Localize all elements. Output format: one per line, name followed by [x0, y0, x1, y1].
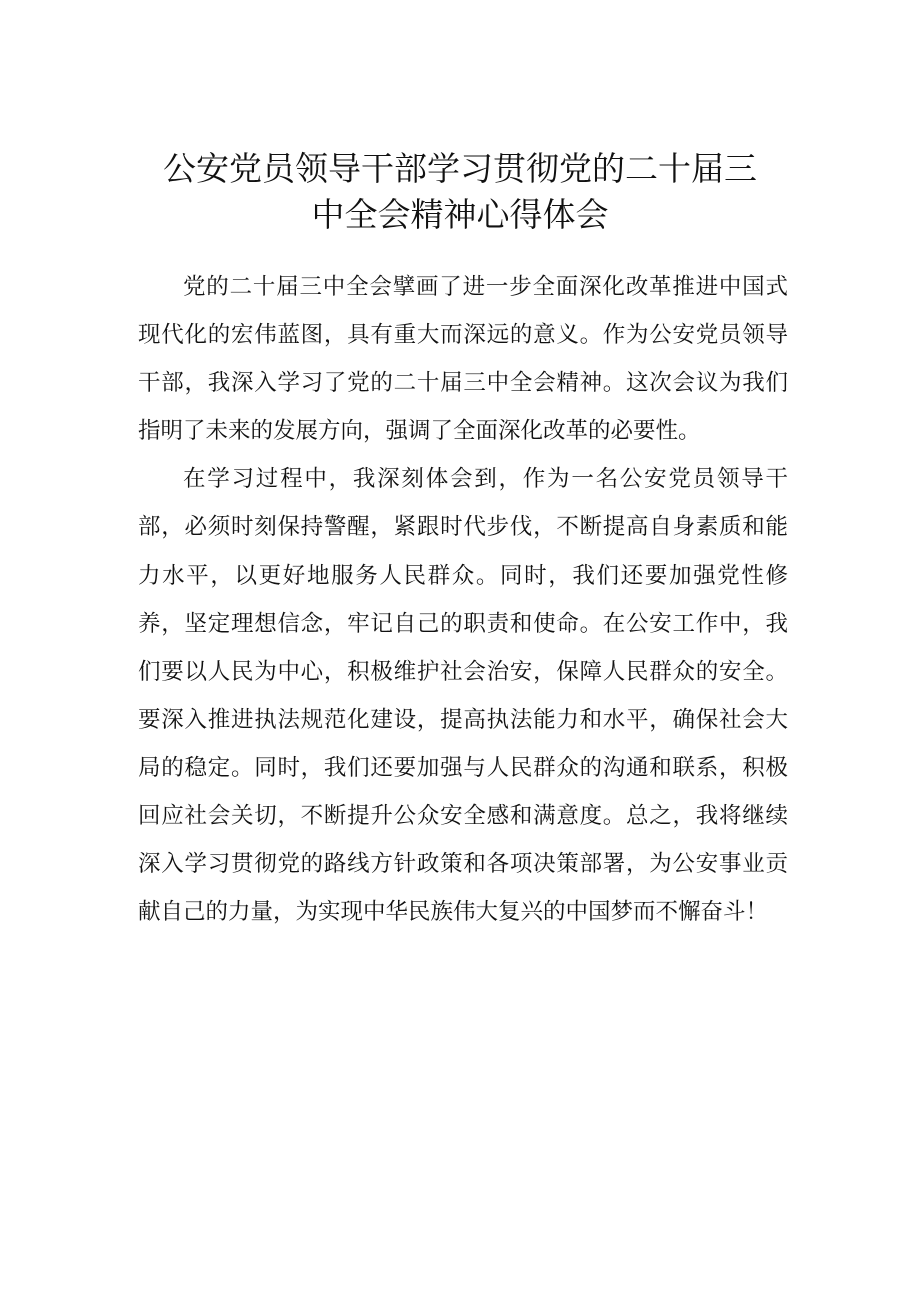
title-line-1: 公安党员领导干部学习贯彻党的二十届三 — [163, 149, 757, 188]
paragraph-1: 党的二十届三中全会擘画了进一步全面深化改革推进中国式现代化的宏伟蓝图，具有重大而深远的意义。作为公安党员领导干部，我深入学习了党的二十届三中全会精神。这次会议为我们指明了未来的发展方向，强调了全面深化改革的必要性。 — [138, 274, 788, 445]
document-title — [0, 146, 920, 238]
document-body — [138, 263, 788, 936]
paragraph-2: 在学习过程中，我深刻体会到，作为一名公安党员领导干部，必须时刻保持警醒，紧跟时代步伐，不断提高自身素质和能力水平，以更好地服务人民群众。同时，我们还要加强党性修养，坚定理想信念，牢记自己的职责和使命。在公安工作中，我们要以人民为中心，积极维护社会治安，保障人民群众的安全。要深入推进执法规范化建设，提高执法能力和水平，确保社会大局的稳定。同时，我们还要加强与人民群众的沟通和联系，积极回应社会关切，不断提升公众安全感和满意度。总之，我将继续深入学习贯彻党的路线方针政策和各项决策部署，为公安事业贡献自己的力量，为实现中华民族伟大复兴的中国梦而不懈奋斗！ — [138, 466, 788, 926]
title-line-2: 中全会精神心得体会 — [311, 195, 609, 234]
